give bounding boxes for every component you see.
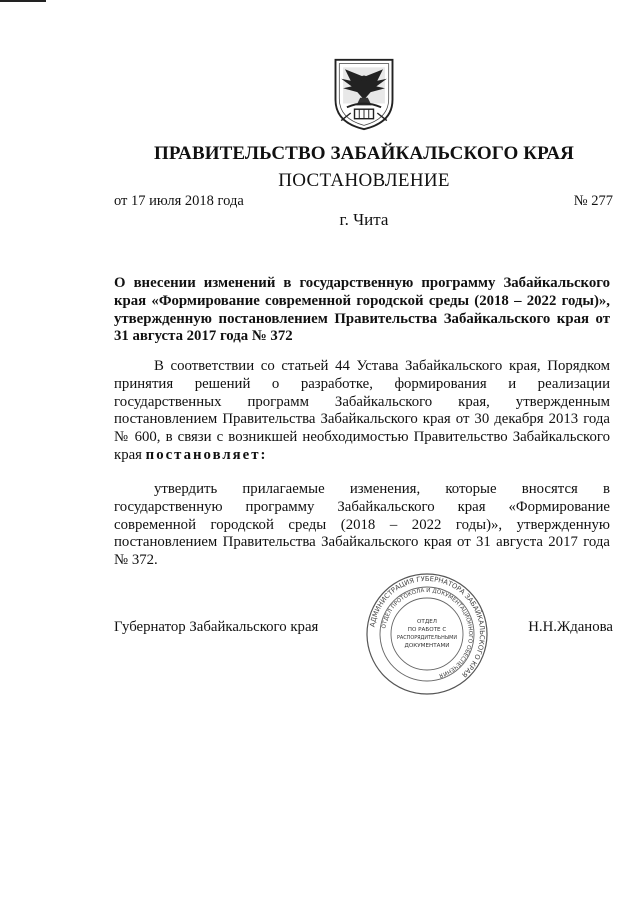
- government-title: ПРАВИТЕЛЬСТВО ЗАБАЙКАЛЬСКОГО КРАЯ: [153, 143, 574, 164]
- signatory-position: Губернатор Забайкальского края: [114, 619, 319, 635]
- resolution-keyword: постановляет:: [145, 446, 268, 463]
- document-subject: О внесении изменений в государственную программу Забайкальского края «Формирование современной городской среды (2018 – 2022 годы)», утвержденную постановлением Правительства Забайкальского края от 31 августа 2017 года № 372: [114, 275, 610, 345]
- stamp-center-line-1: ОТДЕЛ: [417, 619, 437, 625]
- document-date: от 17 июля 2018 года: [114, 193, 244, 209]
- official-stamp: [365, 572, 489, 696]
- stamp-outer-text: АДМИНИСТРАЦИЯ ГУБЕРНАТОРА ЗАБАЙКАЛЬСКОГО КРАЯ: [368, 574, 487, 679]
- stamp-center-line-3: РАСПОРЯДИТЕЛЬНЫМИ: [396, 635, 458, 641]
- body-paragraph-1-text: В соответствии со статьей 44 Устава Забайкальского края, Порядком принятия решений о разработке, формирования и реализации государственных программ Забайкальского края, утвержденным постановлением Правительства Забайкальского края от 30 декабря 2013 года № 600, в связи с возникшей необходимостью Правительство Забайкальского края: [114, 358, 610, 463]
- document-type: ПОСТАНОВЛЕНИЕ: [278, 170, 450, 191]
- body-paragraph-2: утвердить прилагаемые изменения, которые вносятся в государственную программу Забайкальского края «Формирование современной городской среды (2018 – 2022 годы)», утвержденную постановлением Правительства Забайкальского края от 31 августа 2017 года № 372.: [114, 481, 610, 569]
- document-number: № 277: [573, 193, 613, 209]
- stamp-center-line-2: ПО РАБОТЕ С: [407, 627, 447, 633]
- document-city: г. Чита: [339, 210, 389, 229]
- stamp-middle-text: ОТДЕЛ ПРОТОКОЛА И ДОКУМЕНТАЦИОННОГО ОБЕСПЕЧЕНИЯ: [381, 587, 474, 679]
- top-rule: [0, 0, 46, 2]
- stamp-center-line-4: ДОКУМЕНТАМИ: [404, 643, 450, 649]
- body-paragraph-1: [114, 358, 610, 465]
- coat-of-arms-emblem: [326, 56, 402, 132]
- signatory-name: Н.Н.Жданова: [528, 619, 613, 635]
